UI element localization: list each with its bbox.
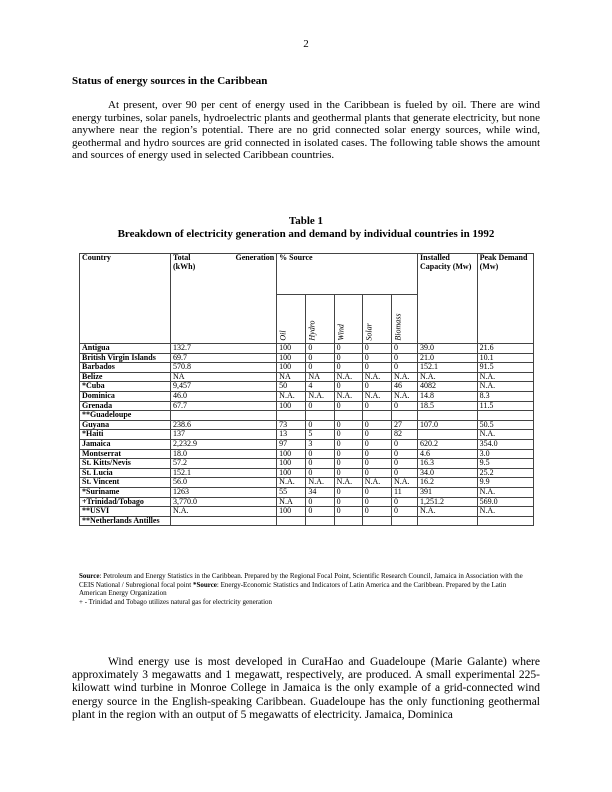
value-cell: 34 (306, 487, 334, 497)
value-cell: 16.3 (418, 459, 478, 469)
value-cell: 8.3 (477, 391, 533, 401)
value-cell (391, 516, 417, 526)
value-cell: 3.0 (477, 449, 533, 459)
value-cell (277, 411, 306, 421)
value-cell: N.A. (362, 391, 391, 401)
value-cell: 39.0 (418, 344, 478, 354)
value-cell: 69.7 (171, 353, 277, 363)
value-cell: 0 (391, 459, 417, 469)
table-row (80, 401, 534, 411)
value-cell: N.A. (477, 430, 533, 440)
value-cell: 82 (391, 430, 417, 440)
value-cell: 570.8 (171, 363, 277, 373)
value-cell (334, 411, 362, 421)
value-cell: 18.0 (171, 449, 277, 459)
value-cell: N.A. (171, 507, 277, 517)
value-cell: 21.0 (418, 353, 478, 363)
table-row (80, 430, 534, 440)
energy-table (79, 253, 534, 526)
value-cell (418, 516, 478, 526)
value-cell: 11 (391, 487, 417, 497)
country-cell: Montserrat (80, 449, 171, 459)
value-cell: 50.5 (477, 420, 533, 430)
value-cell: 0 (306, 459, 334, 469)
value-cell: N.A. (362, 478, 391, 488)
value-cell: 0 (334, 353, 362, 363)
page-number: 2 (303, 38, 309, 50)
value-cell: 107.0 (418, 420, 478, 430)
table-title: Breakdown of electricity generation and demand by individual countries in 1992 (117, 228, 495, 240)
value-cell: 25.2 (477, 468, 533, 478)
value-cell: N.A. (477, 487, 533, 497)
value-cell: 9,457 (171, 382, 277, 392)
value-cell: N.A. (277, 391, 306, 401)
value-cell: 34.0 (418, 468, 478, 478)
source-note (79, 572, 534, 606)
value-cell: 91.5 (477, 363, 533, 373)
value-cell: 0 (306, 420, 334, 430)
value-cell: 46 (391, 382, 417, 392)
value-cell: 4082 (418, 382, 478, 392)
table-header-row (80, 254, 534, 295)
value-cell: 0 (362, 439, 391, 449)
value-cell: N.A. (418, 372, 478, 382)
value-cell: 0 (306, 363, 334, 373)
country-cell: Belize (80, 372, 171, 382)
value-cell: 0 (362, 497, 391, 507)
value-cell (171, 411, 277, 421)
value-cell (418, 430, 478, 440)
table-row (80, 439, 534, 449)
value-cell: N.A. (391, 478, 417, 488)
header-biomass: Biomass (391, 295, 417, 344)
value-cell: 0 (334, 507, 362, 517)
value-cell: 0 (362, 459, 391, 469)
value-cell: 4.6 (418, 449, 478, 459)
value-cell (477, 411, 533, 421)
value-cell: N.A (277, 497, 306, 507)
value-cell: N.A. (391, 391, 417, 401)
table-row (80, 411, 534, 421)
value-cell: 0 (334, 363, 362, 373)
value-cell: 0 (391, 468, 417, 478)
table-label: Table 1 (288, 215, 324, 227)
value-cell: 73 (277, 420, 306, 430)
intro-paragraph-text: At present, over 90 per cent of energy used in the Caribbean is fueled by oil. There are wind energy turbines, solar panels, hydroelectric plants and geothermal plants that generate electricity, but none anywhere near the region’s potential. There are no grid connected solar energy sources, while wind, geothermal and hydro sources are grid connected in isolated cases. The following table shows the amount and sources of energy used in selected Caribbean countries. (72, 99, 540, 162)
value-cell: 9.5 (477, 459, 533, 469)
table-row (80, 353, 534, 363)
value-cell: N.A. (277, 478, 306, 488)
value-cell: 0 (334, 430, 362, 440)
value-cell: 152.1 (171, 468, 277, 478)
value-cell: N.A. (477, 507, 533, 517)
value-cell: 100 (277, 468, 306, 478)
table-row (80, 382, 534, 392)
table-row (80, 468, 534, 478)
value-cell (171, 516, 277, 526)
value-cell: 0 (334, 439, 362, 449)
value-cell: 2,232.9 (171, 439, 277, 449)
value-cell (362, 516, 391, 526)
source-note-trinidad: + - Trinidad and Tobago utilizes natural gas for electricity generation (79, 597, 273, 606)
value-cell: 0 (391, 353, 417, 363)
value-cell: 0 (334, 401, 362, 411)
value-cell: N.A. (477, 382, 533, 392)
value-cell: 0 (334, 468, 362, 478)
value-cell: N.A. (334, 391, 362, 401)
value-cell: 0 (306, 468, 334, 478)
country-cell: **Netherlands Antilles (80, 516, 171, 526)
header-country: Country (80, 254, 171, 344)
source-note-lines (79, 572, 534, 598)
value-cell: 67.7 (171, 401, 277, 411)
value-cell: 1,251.2 (418, 497, 478, 507)
header-oil: Oil (277, 295, 306, 344)
table-row (80, 344, 534, 354)
value-cell: 50 (277, 382, 306, 392)
header-peak-demand: Peak Demand (Mw) (477, 254, 533, 344)
country-cell: St. Lucia (80, 468, 171, 478)
value-cell: 21.6 (477, 344, 533, 354)
value-cell: 0 (362, 401, 391, 411)
country-cell: St. Vincent (80, 478, 171, 488)
value-cell: 238.6 (171, 420, 277, 430)
value-cell: 137 (171, 430, 277, 440)
value-cell: N.A. (362, 372, 391, 382)
value-cell: 0 (334, 449, 362, 459)
wind-paragraph (72, 656, 540, 722)
value-cell: 56.0 (171, 478, 277, 488)
header-kwh-unit: (kWh) (173, 261, 196, 271)
value-cell (334, 516, 362, 526)
table-row (80, 391, 534, 401)
value-cell (362, 411, 391, 421)
table-row (80, 507, 534, 517)
value-cell: 0 (362, 487, 391, 497)
value-cell: 0 (391, 507, 417, 517)
value-cell: 0 (391, 439, 417, 449)
table-row (80, 420, 534, 430)
value-cell: 132.7 (171, 344, 277, 354)
country-cell: **Guadeloupe (80, 411, 171, 421)
value-cell: 46.0 (171, 391, 277, 401)
header-installed-capacity: Installed Capacity (Mw) (418, 254, 478, 344)
value-cell: N.A. (391, 372, 417, 382)
section-heading: Status of energy sources in the Caribbean (72, 75, 268, 87)
table-body (80, 344, 534, 526)
value-cell: 5 (306, 430, 334, 440)
value-cell: 0 (391, 363, 417, 373)
value-cell: 569.0 (477, 497, 533, 507)
source-label: Source (79, 572, 100, 580)
table-row (80, 497, 534, 507)
intro-paragraph (72, 99, 540, 162)
country-cell: **USVI (80, 507, 171, 517)
header-generation-word: Generation (235, 253, 275, 262)
value-cell: 0 (362, 344, 391, 354)
value-cell: 354.0 (477, 439, 533, 449)
value-cell: 100 (277, 344, 306, 354)
value-cell: 0 (391, 497, 417, 507)
country-cell: Jamaica (80, 439, 171, 449)
value-cell: 3,770.0 (171, 497, 277, 507)
country-cell: British Virgin Islands (80, 353, 171, 363)
value-cell: 0 (362, 449, 391, 459)
value-cell: N.A. (334, 478, 362, 488)
wind-paragraph-text: Wind energy use is most developed in CuraHao and Guadeloupe (Marie Galante) where approximately 3 megawatts and 1 megawatt, respectively, are produced. A small experimental 225-kilowatt wind turbine in Monroe College in Jamaica is the only example of a grid-connected wind energy source in the English-speaking Caribbean. Guadeloupe has the only functioning geothermal plant in the region with an output of 5 megawatts of electricity. Jamaica, Dominica (72, 656, 540, 721)
value-cell: N.A. (477, 372, 533, 382)
value-cell: 9.9 (477, 478, 533, 488)
value-cell: 391 (418, 487, 478, 497)
table-row (80, 459, 534, 469)
value-cell: 0 (306, 344, 334, 354)
table-row (80, 487, 534, 497)
value-cell (306, 516, 334, 526)
value-cell (277, 516, 306, 526)
value-cell: 0 (391, 344, 417, 354)
value-cell: N.A. (334, 372, 362, 382)
value-cell (418, 411, 478, 421)
value-cell: 0 (306, 353, 334, 363)
value-cell: 100 (277, 401, 306, 411)
value-cell: 0 (362, 363, 391, 373)
value-cell: 16.2 (418, 478, 478, 488)
value-cell: 0 (334, 459, 362, 469)
table-row (80, 363, 534, 373)
source-label-2: *Source (192, 580, 217, 589)
value-cell: NA (306, 372, 334, 382)
table-row (80, 449, 534, 459)
value-cell: 100 (277, 353, 306, 363)
value-cell: 100 (277, 507, 306, 517)
value-cell (391, 411, 417, 421)
country-cell: St. Kitts/Nevis (80, 459, 171, 469)
value-cell: NA (277, 372, 306, 382)
value-cell: 10.1 (477, 353, 533, 363)
country-cell: +Trinidad/Tobago (80, 497, 171, 507)
country-cell: *Suriname (80, 487, 171, 497)
value-cell: 0 (362, 382, 391, 392)
country-cell: Dominica (80, 391, 171, 401)
value-cell: 0 (306, 497, 334, 507)
source-text-2: : Energy-Economic Statistics and Indicators of Latin America and the Caribbean. Prepared by the Latin American Energy Organization (79, 580, 507, 598)
table-row (80, 478, 534, 488)
header-total-generation (171, 254, 277, 344)
value-cell: 11.5 (477, 401, 533, 411)
value-cell: 100 (277, 449, 306, 459)
value-cell (306, 411, 334, 421)
value-cell: 0 (306, 449, 334, 459)
value-cell: 14.8 (418, 391, 478, 401)
value-cell: 0 (391, 401, 417, 411)
value-cell: 27 (391, 420, 417, 430)
header-pct-source: % Source (277, 254, 418, 295)
value-cell: 13 (277, 430, 306, 440)
value-cell: 0 (362, 353, 391, 363)
value-cell: N.A. (306, 391, 334, 401)
country-cell: *Cuba (80, 382, 171, 392)
value-cell: 4 (306, 382, 334, 392)
value-cell: 152.1 (418, 363, 478, 373)
value-cell: 100 (277, 363, 306, 373)
country-cell: Guyana (80, 420, 171, 430)
value-cell: 0 (306, 401, 334, 411)
value-cell: 55 (277, 487, 306, 497)
country-cell: *Haiti (80, 430, 171, 440)
value-cell: 3 (306, 439, 334, 449)
value-cell: 620.2 (418, 439, 478, 449)
value-cell: 1263 (171, 487, 277, 497)
country-cell: Grenada (80, 401, 171, 411)
table-row (80, 372, 534, 382)
value-cell: 0 (334, 487, 362, 497)
value-cell: 100 (277, 459, 306, 469)
value-cell: NA (171, 372, 277, 382)
country-cell: Antigua (80, 344, 171, 354)
value-cell: N.A. (418, 507, 478, 517)
value-cell: 0 (362, 430, 391, 440)
value-cell: 0 (334, 497, 362, 507)
value-cell: 0 (334, 420, 362, 430)
country-cell: Barbados (80, 363, 171, 373)
table-row (80, 516, 534, 526)
header-hydro: Hydro (306, 295, 334, 344)
table-caption (0, 215, 612, 241)
value-cell: 0 (334, 344, 362, 354)
value-cell: 0 (362, 468, 391, 478)
header-solar: Solar (362, 295, 391, 344)
value-cell: 18.5 (418, 401, 478, 411)
value-cell: 97 (277, 439, 306, 449)
value-cell: 0 (391, 449, 417, 459)
value-cell: 57.2 (171, 459, 277, 469)
value-cell: N.A. (306, 478, 334, 488)
value-cell (477, 516, 533, 526)
source-text-1: : Petroleum and Energy Statistics in the Caribbean. Prepared by the Regional Focal Point, Scientific Research Council, Jamaica in Association with the CEIS National / Subregional focal point (79, 572, 523, 589)
value-cell: 0 (306, 507, 334, 517)
value-cell: 0 (362, 420, 391, 430)
value-cell: 0 (334, 382, 362, 392)
header-wind: Wind (334, 295, 362, 344)
value-cell: 0 (362, 507, 391, 517)
header-total-word: Total (173, 253, 191, 262)
